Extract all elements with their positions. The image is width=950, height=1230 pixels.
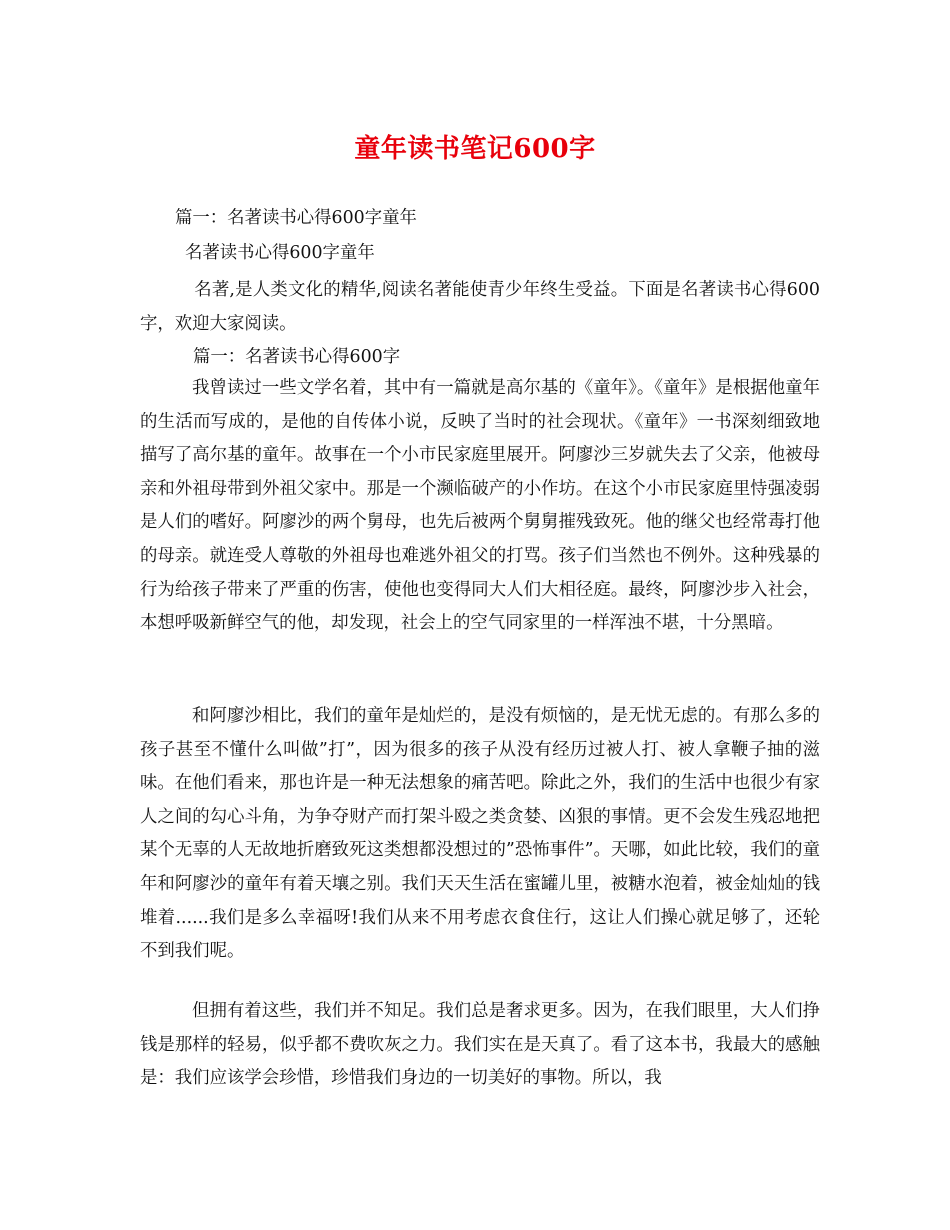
intro-text: 名著,是人类文化的精华,阅读名著能使青少年终生受益。下面是名著读书心得600字，欢迎大家阅读。 <box>140 280 820 334</box>
paragraph-text: 我曾读过一些文学名着，其中有一篇就是高尔基的《童年》。《童年》是根据他童年的生活而写成的，是他的自传体小说，反映了当时的社会现状。《童年》一书深刻细致地描写了高尔基的童年。故事在一个小市民家庭里展开。阿廖沙三岁就失去了父亲，他被母亲和外祖母带到外祖父家中。那是一个濒临破产的小作坊。在这个小市民家庭里恃强凌弱是人们的嗜好。阿廖沙的两个舅母，也先后被两个舅舅摧残致死。他的继父也经常毒打他的母亲。就连受人尊敬的外祖母也难逃外祖父的打骂。孩子们当然也不例外。这种残暴的行为给孩子带来了严重的伤害，使他也变得同大人们大相径庭。最终，阿廖沙步入社会，本想呼吸新鲜空气的他，却发现，社会上的空气同家里的一样浑浊不堪，十分黑暗。 <box>140 378 820 634</box>
section-heading-1: 篇一：名著读书心得600字童年 <box>175 208 417 228</box>
body-paragraph <box>140 995 820 1096</box>
document-title: 童年读书笔记600字 <box>354 134 596 164</box>
body-paragraph <box>140 372 820 641</box>
paragraph-text: 但拥有着这些，我们并不知足。我们总是奢求更多。因为，在我们眼里，大人们挣钱是那样的轻易，似乎都不费吹灰之力。我们实在是天真了。看了这本书，我最大的感触是：我们应该学会珍惜，珍惜我们身边的一切美好的事物。所以，我 <box>140 1001 820 1089</box>
intro-paragraph <box>140 274 820 341</box>
body-paragraph <box>140 700 820 969</box>
paragraph-text: 和阿廖沙相比，我们的童年是灿烂的，是没有烦恼的，是无忧无虑的。有那么多的孩子甚至不懂什么叫做”打”，因为很多的孩子从没有经历过被人打、被人拿鞭子抽的滋味。在他们看来，那也许是一种无法想象的痛苦吧。除此之外，我们的生活中也很少有家人之间的勾心斗角，为争夺财产而打架斗殴之类贪婪、凶狠的事情。更不会发生残忍地把某个无辜的人无故地折磨致死这类想都没想过的”恐怖事件”。天哪，如此比较，我们的童年和阿廖沙的童年有着天壤之别。我们天天生活在蜜罐儿里，被糖水泡着，被金灿灿的钱堆着......我们是多么幸福呀!我们从来不用考虑衣食住行，这让人们操心就足够了，还轮不到我们呢。 <box>140 706 820 962</box>
section-heading-3: 篇一：名著读书心得600字 <box>193 347 401 367</box>
section-heading-2: 名著读书心得600字童年 <box>185 243 375 263</box>
